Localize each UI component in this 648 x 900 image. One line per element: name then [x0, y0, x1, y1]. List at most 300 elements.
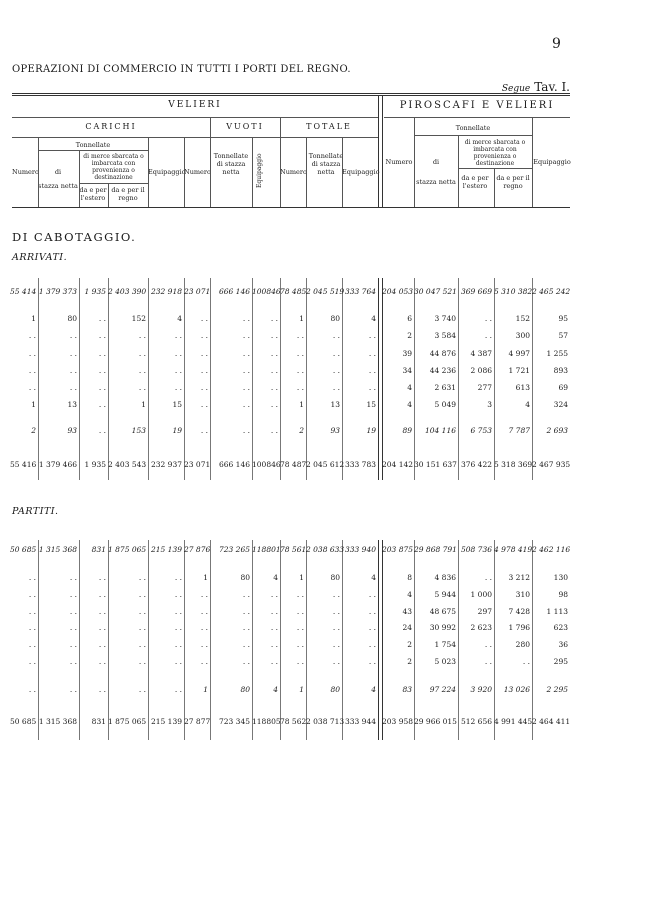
- table-cell: 2 464 411: [532, 717, 571, 726]
- header-regno-carichi: da e per il regno: [111, 186, 145, 202]
- table-cell: . .: [242, 426, 250, 435]
- table-cell: . .: [200, 590, 208, 599]
- table-cell: . .: [484, 314, 492, 323]
- table-cell: 1: [203, 685, 208, 694]
- header-merce-piroscafi: di merce sbarcata o imbarcata con provenienza o destinazione: [464, 139, 526, 167]
- table-cell: . .: [138, 657, 146, 666]
- table-cell: 97 224: [429, 685, 456, 694]
- table-cell: 300: [515, 331, 530, 340]
- table-cell: . .: [270, 349, 278, 358]
- table-cell: . .: [200, 426, 208, 435]
- table-cell: 30 047 521: [414, 287, 457, 296]
- table-cell: 24: [402, 623, 412, 632]
- header-rule-tonn-p: [414, 135, 532, 136]
- table-cell: . .: [98, 623, 106, 632]
- table-cell: . .: [242, 331, 250, 340]
- table-cell: . .: [138, 623, 146, 632]
- table-cell: . .: [98, 657, 106, 666]
- table-cell: . .: [174, 573, 182, 582]
- header-equipaggio-totale: Equipaggio: [342, 168, 380, 176]
- table-cell: 1 754: [434, 640, 456, 649]
- hv: [148, 137, 149, 207]
- table-cell: . .: [242, 590, 250, 599]
- table-cell: . .: [98, 573, 106, 582]
- table-cell: . .: [28, 383, 36, 392]
- table-cell: 27 877: [184, 717, 211, 726]
- header-tonn-vuoti: Tonnellate di stazza netta: [213, 152, 249, 176]
- table-cell: . .: [28, 607, 36, 616]
- table-cell: 4: [407, 590, 412, 599]
- hv: [108, 183, 109, 207]
- table-cell: 4: [407, 400, 412, 409]
- table-cell: 1: [299, 685, 304, 694]
- table-cell: 1 379 373: [38, 287, 77, 296]
- table-cell: . .: [242, 366, 250, 375]
- table-cell: . .: [368, 607, 376, 616]
- table-cell: 152: [515, 314, 530, 323]
- table-cell: . .: [368, 383, 376, 392]
- table-cell: . .: [296, 623, 304, 632]
- table-cell: 13: [330, 400, 340, 409]
- table-cell: 78 562: [280, 717, 307, 726]
- table-cell: . .: [368, 657, 376, 666]
- table-cell: . .: [200, 640, 208, 649]
- table-row: [0, 349, 570, 363]
- section-title: DI CABOTAGGIO.: [12, 230, 137, 244]
- table-cell: 1: [203, 573, 208, 582]
- table-cell: . .: [484, 573, 492, 582]
- table-cell: . .: [484, 640, 492, 649]
- table-cell: . .: [98, 400, 106, 409]
- table-cell: 831: [91, 717, 106, 726]
- table-cell: 83: [402, 685, 412, 694]
- table-cell: 39: [402, 349, 412, 358]
- table-cell: 15: [366, 400, 376, 409]
- table-cell: . .: [200, 607, 208, 616]
- table-cell: 55 414: [10, 287, 37, 296]
- table-cell: 100846: [252, 287, 281, 296]
- hv: [280, 117, 281, 207]
- table-cell: 78 485: [280, 287, 307, 296]
- table-cell: 333 764: [344, 287, 376, 296]
- table-row: [0, 426, 570, 440]
- table-cell: 80: [67, 314, 77, 323]
- table-cell: . .: [296, 590, 304, 599]
- table-cell: . .: [296, 657, 304, 666]
- table-cell: . .: [368, 331, 376, 340]
- header-tonnellate-carichi: Tonnellate: [75, 141, 111, 149]
- table-cell: 4 387: [470, 349, 492, 358]
- table-row: [0, 400, 570, 414]
- table-cell: 30 992: [429, 623, 456, 632]
- table-cell: 3 920: [470, 685, 492, 694]
- table-cell: . .: [332, 331, 340, 340]
- header-equipaggio-piroscafi: Equipaggio: [533, 158, 571, 166]
- table-cell: . .: [174, 685, 182, 694]
- table-cell: 1 875 065: [108, 545, 147, 554]
- table-cell: 2: [31, 426, 36, 435]
- table-cell: . .: [174, 383, 182, 392]
- hv: [342, 137, 343, 207]
- table-cell: 4 997: [508, 349, 530, 358]
- header-velieri: VELIERI: [168, 100, 222, 110]
- table-cell: 44 876: [429, 349, 456, 358]
- table-cell: . .: [138, 685, 146, 694]
- table-cell: 50 685: [10, 545, 37, 554]
- table-cell: . .: [174, 623, 182, 632]
- header-numero-piroscafi: Numero: [385, 158, 413, 166]
- partiti-label: PARTITI.: [12, 506, 59, 517]
- table-cell: 3 212: [508, 573, 530, 582]
- table-cell: 215 139: [150, 545, 182, 554]
- table-cell: 2 045 612: [306, 460, 345, 469]
- table-cell: 324: [553, 400, 568, 409]
- table-cell: 3 740: [434, 314, 456, 323]
- table-cell: . .: [174, 349, 182, 358]
- table-cell: 203 875: [382, 545, 414, 554]
- table-cell: 2 038 713: [306, 717, 345, 726]
- header-bottom-rule: [12, 207, 570, 208]
- table-cell: . .: [28, 657, 36, 666]
- hv: [532, 117, 533, 207]
- hv: [306, 137, 307, 207]
- table-cell: . .: [332, 590, 340, 599]
- table-cell: 5 310 382: [494, 287, 533, 296]
- table-cell: . .: [296, 383, 304, 392]
- header-estero-piroscafi: da e per l'estero: [461, 174, 489, 190]
- table-cell: . .: [368, 623, 376, 632]
- table-cell: 3 584: [434, 331, 456, 340]
- table-row: [0, 657, 570, 671]
- table-cell: 2 462 116: [532, 545, 571, 554]
- table-cell: 6: [407, 314, 412, 323]
- table-reference: [502, 80, 570, 94]
- table-cell: . .: [69, 383, 77, 392]
- table-row: [0, 460, 570, 474]
- header-di-piroscafi: di: [432, 158, 440, 166]
- table-cell: . .: [242, 314, 250, 323]
- hv-double: [378, 95, 383, 207]
- table-cell: . .: [98, 349, 106, 358]
- table-cell: 15: [172, 400, 182, 409]
- table-cell: 48 675: [429, 607, 456, 616]
- table-cell: . .: [138, 366, 146, 375]
- table-cell: 80: [330, 685, 340, 694]
- table-cell: 152: [131, 314, 146, 323]
- table-cell: 1 935: [84, 287, 106, 296]
- table-cell: 2 086: [470, 366, 492, 375]
- header-numero-vuoti: Numero: [184, 168, 211, 176]
- table-cell: 1: [299, 400, 304, 409]
- table-cell: 2 467 935: [532, 460, 571, 469]
- header-rule-sub: [12, 137, 378, 138]
- table-cell: . .: [270, 657, 278, 666]
- table-cell: . .: [28, 685, 36, 694]
- table-cell: . .: [28, 573, 36, 582]
- table-cell: 27 876: [184, 545, 211, 554]
- table-cell: 2 295: [546, 685, 568, 694]
- page-title: OPERAZIONI DI COMMERCIO IN TUTTI I PORTI DEL REGNO.: [12, 64, 351, 75]
- header-rule-piroscafi: [384, 117, 570, 118]
- table-cell: . .: [98, 685, 106, 694]
- table-cell: . .: [242, 623, 250, 632]
- table-row: [0, 287, 570, 301]
- table-cell: . .: [98, 607, 106, 616]
- table-cell: 93: [67, 426, 77, 435]
- table-cell: 44 236: [429, 366, 456, 375]
- table-cell: 310: [515, 590, 530, 599]
- table-cell: 508 736: [460, 545, 492, 554]
- table-cell: 8: [407, 573, 412, 582]
- table-cell: 30 151 637: [414, 460, 457, 469]
- table-cell: . .: [200, 366, 208, 375]
- table-cell: 4 836: [434, 573, 456, 582]
- table-cell: 153: [131, 426, 146, 435]
- table-cell: . .: [368, 640, 376, 649]
- table-cell: 512 656: [460, 717, 492, 726]
- table-cell: . .: [200, 623, 208, 632]
- table-cell: . .: [296, 349, 304, 358]
- table-cell: 1 315 368: [38, 545, 77, 554]
- table-cell: . .: [270, 426, 278, 435]
- table-cell: . .: [296, 640, 304, 649]
- table-cell: 1: [141, 400, 146, 409]
- table-cell: 29 868 791: [414, 545, 457, 554]
- table-cell: . .: [242, 640, 250, 649]
- header-top-rule-2: [12, 95, 570, 96]
- table-cell: . .: [28, 349, 36, 358]
- table-row: [0, 331, 570, 345]
- table-cell: . .: [270, 366, 278, 375]
- header-vuoti: VUOTI: [226, 122, 264, 131]
- table-cell: 1 875 065: [108, 717, 147, 726]
- table-cell: 4 991 445: [494, 717, 533, 726]
- table-cell: . .: [69, 573, 77, 582]
- table-cell: 277: [477, 383, 492, 392]
- table-cell: . .: [200, 383, 208, 392]
- table-cell: . .: [98, 314, 106, 323]
- table-cell: 69: [558, 383, 568, 392]
- table-row: [0, 607, 570, 621]
- table-cell: 4: [371, 685, 376, 694]
- header-rule-merce-p: [458, 168, 532, 169]
- table-cell: 13: [67, 400, 77, 409]
- table-cell: 1 721: [508, 366, 530, 375]
- table-cell: 2 631: [434, 383, 456, 392]
- table-cell: 5 023: [434, 657, 456, 666]
- header-stazza-carichi: stazza netta: [38, 182, 78, 190]
- table-cell: 95: [558, 314, 568, 323]
- table-cell: . .: [138, 331, 146, 340]
- header-numero-carichi: Numero: [12, 168, 39, 176]
- table-cell: 78 487: [280, 460, 307, 469]
- table-cell: 297: [477, 607, 492, 616]
- table-row: [0, 685, 570, 699]
- table-cell: 2: [407, 331, 412, 340]
- table-cell: 57: [558, 331, 568, 340]
- table-cell: 333 783: [344, 460, 376, 469]
- table-cell: . .: [174, 366, 182, 375]
- table-cell: 80: [240, 685, 250, 694]
- table-cell: . .: [270, 590, 278, 599]
- table-cell: 1: [299, 573, 304, 582]
- table-cell: . .: [270, 400, 278, 409]
- table-cell: . .: [98, 366, 106, 375]
- table-cell: 1 315 368: [38, 717, 77, 726]
- table-cell: 232 918: [150, 287, 182, 296]
- table-cell: . .: [332, 607, 340, 616]
- table-cell: 50 685: [10, 717, 37, 726]
- table-cell: 93: [330, 426, 340, 435]
- table-cell: . .: [69, 623, 77, 632]
- table-cell: . .: [270, 314, 278, 323]
- table-cell: 333 944: [344, 717, 376, 726]
- table-cell: . .: [69, 590, 77, 599]
- header-rule-merce: [79, 183, 148, 184]
- table-cell: . .: [69, 685, 77, 694]
- header-equipaggio-carichi: Equipaggio: [148, 168, 186, 176]
- table-cell: . .: [69, 366, 77, 375]
- table-cell: . .: [332, 623, 340, 632]
- table-cell: . .: [174, 640, 182, 649]
- header-rule-tonn: [38, 150, 148, 151]
- table-cell: 6 753: [470, 426, 492, 435]
- table-cell: 80: [330, 314, 340, 323]
- table-cell: 4: [273, 573, 278, 582]
- table-cell: 4: [273, 685, 278, 694]
- table-cell: 43: [402, 607, 412, 616]
- table-cell: . .: [28, 331, 36, 340]
- table-cell: . .: [270, 383, 278, 392]
- header-rule-velieri: [12, 117, 378, 118]
- table-cell: 80: [240, 573, 250, 582]
- table-cell: 280: [515, 640, 530, 649]
- table-cell: 55 416: [10, 460, 37, 469]
- table-cell: 4: [371, 314, 376, 323]
- table-cell: 232 937: [150, 460, 182, 469]
- table-cell: . .: [138, 590, 146, 599]
- table-cell: 1: [31, 400, 36, 409]
- table-cell: 1 255: [546, 349, 568, 358]
- table-row: [0, 717, 570, 731]
- header-di-carichi: di: [54, 168, 62, 176]
- table-row: [0, 623, 570, 637]
- table-row: [0, 314, 570, 328]
- table-cell: 1 379 466: [38, 460, 77, 469]
- table-row: [0, 590, 570, 604]
- table-cell: . .: [98, 590, 106, 599]
- page-number: 9: [552, 36, 561, 52]
- table-cell: . .: [332, 349, 340, 358]
- table-cell: . .: [296, 607, 304, 616]
- table-cell: . .: [270, 607, 278, 616]
- table-cell: . .: [270, 623, 278, 632]
- table-cell: 104 116: [424, 426, 456, 435]
- table-cell: . .: [69, 331, 77, 340]
- table-cell: 5 049: [434, 400, 456, 409]
- header-stazza-piroscafi: stazza netta: [416, 178, 456, 186]
- table-cell: 2: [299, 426, 304, 435]
- table-cell: . .: [200, 331, 208, 340]
- table-cell: 2 693: [546, 426, 568, 435]
- table-cell: . .: [200, 314, 208, 323]
- header-merce-carichi: di merce sbarcata o imbarcata con provenienza o destinazione: [83, 153, 144, 181]
- table-cell: . .: [522, 657, 530, 666]
- table-cell: . .: [98, 426, 106, 435]
- table-cell: . .: [242, 383, 250, 392]
- table-cell: 2: [407, 640, 412, 649]
- table-cell: 4: [407, 383, 412, 392]
- table-cell: 1 935: [84, 460, 106, 469]
- table-cell: 13 026: [503, 685, 530, 694]
- table-cell: . .: [242, 400, 250, 409]
- table-cell: . .: [138, 640, 146, 649]
- table-cell: . .: [69, 607, 77, 616]
- table-cell: . .: [138, 573, 146, 582]
- table-cell: . .: [270, 640, 278, 649]
- table-cell: 1 113: [546, 607, 568, 616]
- table-cell: . .: [332, 657, 340, 666]
- table-cell: . .: [332, 640, 340, 649]
- header-tonnellate-piroscafi: Tonnellate: [455, 124, 491, 132]
- table-cell: . .: [69, 349, 77, 358]
- hv: [494, 168, 495, 207]
- table-cell: 1 000: [470, 590, 492, 599]
- table-row: [0, 383, 570, 397]
- table-cell: . .: [98, 331, 106, 340]
- table-cell: . .: [28, 640, 36, 649]
- table-cell: . .: [270, 331, 278, 340]
- table-cell: 89: [402, 426, 412, 435]
- table-cell: 130: [553, 573, 568, 582]
- table-cell: 2 045 519: [306, 287, 345, 296]
- table-cell: 376 422: [460, 460, 492, 469]
- table-cell: 2 038 633: [306, 545, 345, 554]
- table-cell: 19: [172, 426, 182, 435]
- table-cell: 831: [91, 545, 106, 554]
- table-cell: 295: [553, 657, 568, 666]
- table-cell: . .: [200, 657, 208, 666]
- table-cell: 2 465 242: [532, 287, 571, 296]
- table-cell: 29 966 015: [414, 717, 457, 726]
- header-piroscafi-velieri: PIROSCAFI E VELIERI: [399, 100, 555, 111]
- table-cell: 1: [31, 314, 36, 323]
- table-cell: 369 669: [460, 287, 492, 296]
- table-cell: 666 146: [218, 460, 250, 469]
- header-top-rule: [12, 93, 570, 94]
- table-cell: 215 139: [150, 717, 182, 726]
- table-cell: 19: [366, 426, 376, 435]
- segue-label: Segue: [501, 84, 531, 94]
- table-cell: . .: [484, 331, 492, 340]
- table-cell: . .: [332, 383, 340, 392]
- header-numero-totale: Numero: [280, 168, 307, 176]
- table-cell: . .: [296, 366, 304, 375]
- table-cell: 7 428: [508, 607, 530, 616]
- table-cell: 666 146: [218, 287, 250, 296]
- header-equipaggio-vuoti: Equipaggio: [256, 153, 263, 188]
- table-cell: 4: [371, 573, 376, 582]
- table-row: [0, 573, 570, 587]
- table-cell: 5 944: [434, 590, 456, 599]
- table-cell: . .: [242, 607, 250, 616]
- table-cell: . .: [200, 349, 208, 358]
- table-cell: 4 978 419: [494, 545, 533, 554]
- table-cell: . .: [138, 383, 146, 392]
- table-cell: . .: [69, 640, 77, 649]
- table-cell: 203 958: [382, 717, 414, 726]
- table-cell: 23 071: [184, 287, 211, 296]
